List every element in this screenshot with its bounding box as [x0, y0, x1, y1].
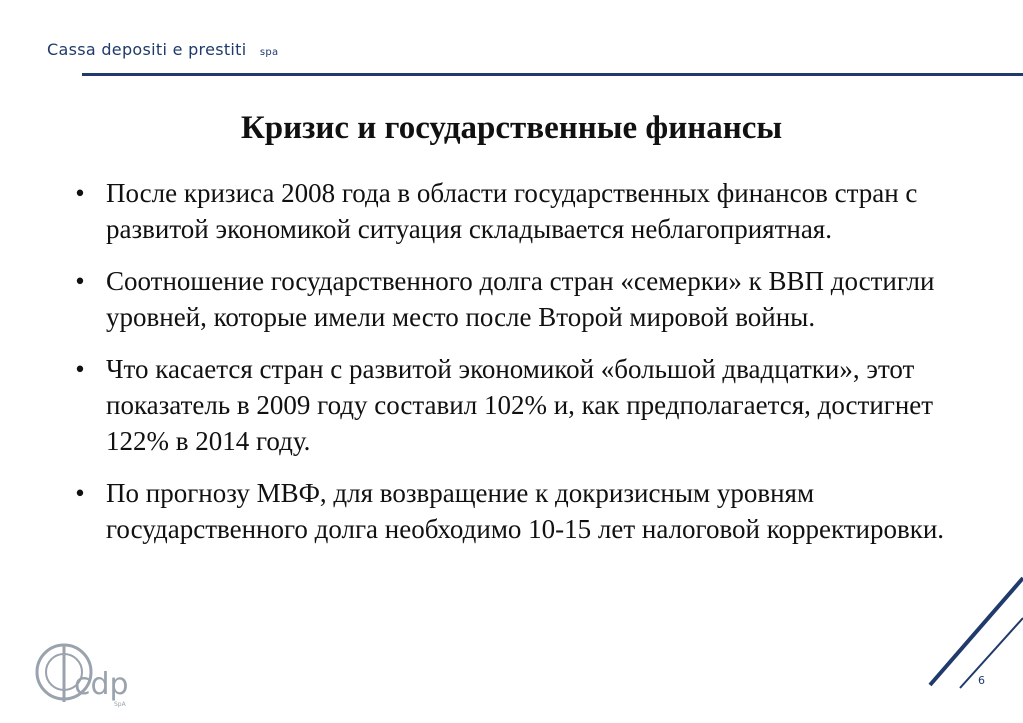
logo-text: cdp: [74, 667, 129, 702]
bullet-dot-icon: •: [75, 478, 85, 508]
logo-subtext: SpA: [114, 701, 126, 708]
bullet-item: [70, 475, 970, 547]
bullet-dot-icon: •: [75, 178, 85, 208]
header-rule: [82, 73, 1023, 76]
bullet-text: Соотношение государственного долга стран «семерки» к ВВП достигли уровней, которые имели место после Второй мировой войны.: [106, 266, 935, 332]
page-number: 6: [978, 674, 985, 687]
bullet-item: [70, 351, 970, 459]
bullet-item: [70, 175, 970, 247]
bullet-dot-icon: •: [75, 266, 85, 296]
cdp-logo-icon: [34, 640, 134, 710]
bullet-list: [70, 175, 970, 563]
corner-decoration-icon: [920, 575, 1023, 690]
brand-header: [47, 40, 278, 59]
brand-suffix: spa: [259, 47, 279, 58]
bullet-text: По прогнозу МВФ, для возвращение к докризисным уровням государственного долга необходимо 10-15 лет налоговой корректировки.: [106, 478, 945, 544]
bullet-text: Что касается стран с развитой экономикой «большой двадцатки», этот показатель в 2009 году составил 102% и, как предполагается, достигнет 122% в 2014 году.: [106, 354, 934, 456]
brand-name: Cassa depositi e prestiti: [47, 40, 247, 59]
bullet-text: После кризиса 2008 года в области государственных финансов стран с развитой экономикой ситуация складывается неблагоприятная.: [106, 178, 918, 244]
slide-title: Кризис и государственные финансы: [240, 110, 783, 146]
bullet-item: [70, 263, 970, 335]
bullet-dot-icon: •: [75, 354, 85, 384]
